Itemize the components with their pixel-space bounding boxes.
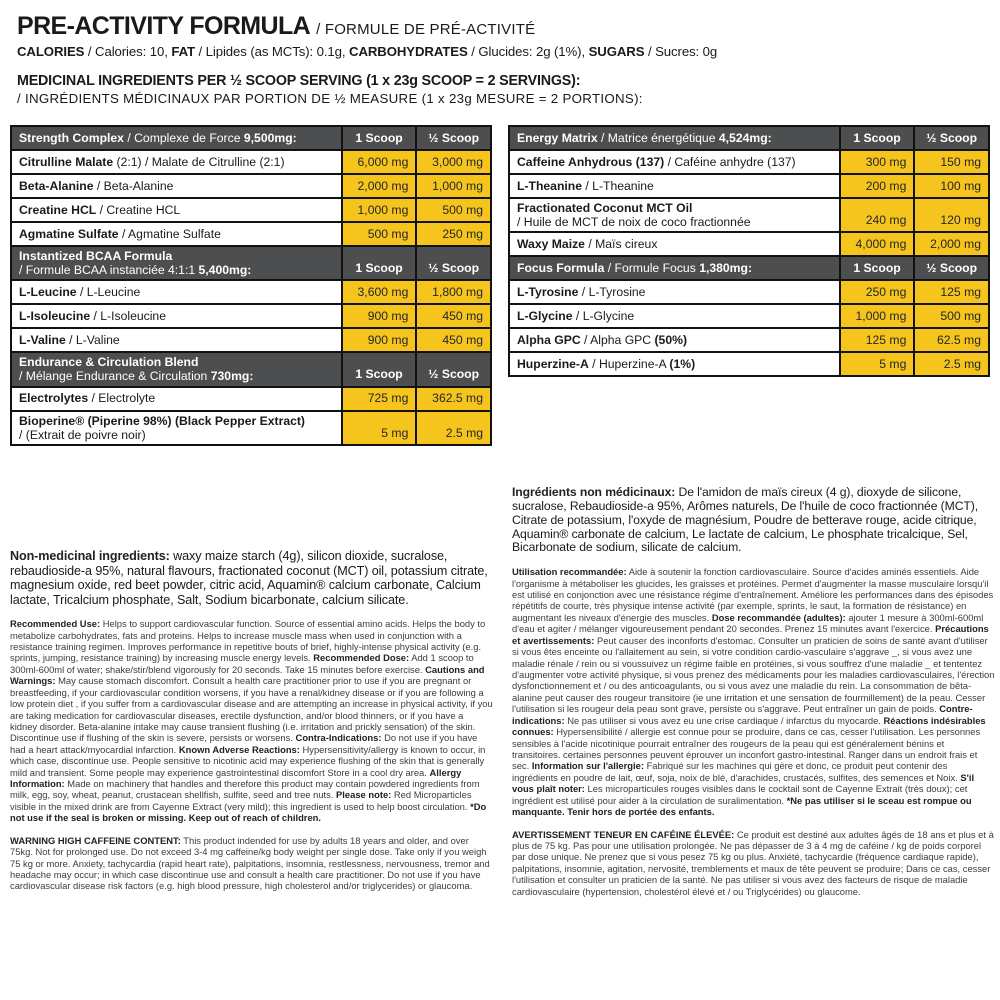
- half-scoop-value-cell: 1,000 mg: [416, 174, 491, 198]
- one-scoop-value-cell: 1,000 mg: [342, 198, 417, 222]
- ingredient-name-cell: Caffeine Anhydrous (137) / Caféine anhydre (137): [509, 150, 840, 174]
- ingredient-name-cell: Citrulline Malate (2:1) / Malate de Citrulline (2:1): [11, 150, 342, 174]
- ingredient-name-cell: Agmatine Sulfate / Agmatine Sulfate: [11, 222, 342, 246]
- ingredient-row: [509, 328, 989, 352]
- nonmedicinal-ingredients-fr: Ingrédients non médicinaux: De l'amidon de maïs cireux (4 g), dioxyde de silicone, sucralose, Rebaudioside-a 95%, Arômes naturels, De l'huile de coco fractionnée (MCT), Citrate de potassium, l'oxyde de magnésium, Poudre de betterave rouge, acide citrique, Aquamin® carbonate de calcium, Le lactate de calcium, Le phosphate tricalcique, Sel, Bicarbonate de sodium, silicate de calcium.: [512, 485, 978, 555]
- ingredient-name-cell: L-Glycine / L-Glycine: [509, 304, 840, 328]
- medicinal-ingredients-heading-fr: / INGRÉDIENTS MÉDICINAUX PAR PORTION DE ½ MEASURE (1 x 23g MESURE = 2 PORTIONS):: [17, 91, 643, 106]
- french-text-column: [512, 486, 995, 908]
- section-header-row: [11, 126, 491, 150]
- section-title-cell: Strength Complex / Complexe de Force 9,500mg:: [11, 126, 342, 150]
- section-title-cell: Instantized BCAA Formula / Formule BCAA instanciée 4:1:1 5,400mg:: [11, 246, 342, 280]
- half-scoop-column-header: ½ Scoop: [416, 126, 491, 150]
- section-header-row: [509, 126, 989, 150]
- ingredient-row: [509, 304, 989, 328]
- half-scoop-column-header: ½ Scoop: [914, 126, 989, 150]
- one-scoop-column-header: 1 Scoop: [342, 352, 417, 386]
- one-scoop-column-header: 1 Scoop: [840, 256, 915, 280]
- half-scoop-value-cell: 62.5 mg: [914, 328, 989, 352]
- ingredient-row: [509, 352, 989, 376]
- ingredient-row: [11, 174, 491, 198]
- strength-table: [10, 125, 492, 446]
- one-scoop-value-cell: 2,000 mg: [342, 174, 417, 198]
- medicinal-ingredients-heading-en: MEDICINAL INGREDIENTS PER ½ SCOOP SERVING (1 x 23g SCOOP = 2 SERVINGS):: [17, 73, 581, 89]
- one-scoop-value-cell: 1,000 mg: [840, 304, 915, 328]
- half-scoop-value-cell: 2.5 mg: [914, 352, 989, 376]
- section-header-row: [11, 352, 491, 386]
- ingredient-row: [11, 222, 491, 246]
- half-scoop-value-cell: 250 mg: [416, 222, 491, 246]
- ingredient-name-cell: L-Valine / L-Valine: [11, 328, 342, 352]
- ingredient-name-cell: Electrolytes / Electrolyte: [11, 387, 342, 411]
- half-scoop-value-cell: 2,000 mg: [914, 232, 989, 256]
- section-title-cell: Energy Matrix / Matrice énergétique 4,524mg:: [509, 126, 840, 150]
- ingredients-table: [10, 125, 492, 446]
- ingredients-table: [508, 125, 990, 377]
- one-scoop-value-cell: 200 mg: [840, 174, 915, 198]
- ingredient-name-cell: Beta-Alanine / Beta-Alanine: [11, 174, 342, 198]
- one-scoop-value-cell: 6,000 mg: [342, 150, 417, 174]
- nonmedicinal-ingredients-en: Non-medicinal ingredients: waxy maize starch (4g), silicon dioxide, sucralose, rebaudioside-a 95%, natural flavours, fractionated coconut (MCT) oil, potassium citrate, magnesium oxide, red beet powder, citric acid, Aquamin® calcium carbonate, Calcium lactate, Tricalcium phosphate, Salt, Sodium bicarbonate, calcium silicate.: [10, 549, 488, 607]
- half-scoop-value-cell: 125 mg: [914, 280, 989, 304]
- half-scoop-column-header: ½ Scoop: [416, 352, 491, 386]
- ingredient-row: [11, 150, 491, 174]
- half-scoop-value-cell: 1,800 mg: [416, 280, 491, 304]
- ingredient-name-cell: Bioperine® (Piperine 98%) (Black Pepper Extract) / (Extrait de poivre noir): [11, 411, 342, 445]
- half-scoop-value-cell: 500 mg: [416, 198, 491, 222]
- half-scoop-value-cell: 500 mg: [914, 304, 989, 328]
- one-scoop-column-header: 1 Scoop: [342, 246, 417, 280]
- one-scoop-value-cell: 725 mg: [342, 387, 417, 411]
- ingredient-row: [509, 232, 989, 256]
- one-scoop-value-cell: 900 mg: [342, 328, 417, 352]
- one-scoop-value-cell: 240 mg: [840, 198, 915, 232]
- one-scoop-column-header: 1 Scoop: [342, 126, 417, 150]
- ingredient-row: [11, 304, 491, 328]
- ingredient-name-cell: Alpha GPC / Alpha GPC (50%): [509, 328, 840, 352]
- ingredient-row: [509, 280, 989, 304]
- caffeine-warning-en: WARNING HIGH CAFFEINE CONTENT: This product indended for use by adults 18 years and older, and over 75kg. Not for prolonged use. Do not exceed 3-4 mg caffeine/kg body weight per single dose. Take only if you weigh 75 kg or more. Anxiety, tachycardia (rapid heart rate), palpitations, insomnia, restlessness, nervousness, tremor and headache may occur; in which case discontinue use and consult a health care practitioner. Do not use if you have cardiovascular disease risk factors (e.g. high blood pressure, high cholesterol and/or triglycerides) or glaucoma.: [10, 834, 490, 892]
- one-scoop-value-cell: 125 mg: [840, 328, 915, 352]
- one-scoop-value-cell: 250 mg: [840, 280, 915, 304]
- section-header-row: [11, 246, 491, 280]
- ingredient-row: [11, 198, 491, 222]
- ingredient-row: [11, 280, 491, 304]
- ingredient-name-cell: L-Theanine / L-Theanine: [509, 174, 840, 198]
- recommended-use-fr: Utilisation recommandée: Aide à soutenir la fonction cardiovasculaire. Source d'acides aminés essentiels. Aide l'organisme à métaboliser les glucides, les graisses et protéines. Permet d'augmenter la masse musculaire lorsqu'il est utilisé en conjonction avec une résistance régime d'entraînement. Améliore les performances dans des épisodes répétitifs de courte, très physique intense activité (par exemple, sprints, le saut, la formation de résistance) en augmentant les niveaux d'énergie des muscles. Dose recommandée (adultes): ajouter 1 mesure à 300ml-600ml d'eau et agiter / mélanger vigoureusement pendant 20 secondes. Prenez 15 minutes avant l'exercice. Précautions et avertissements: Peut causer des inconforts d'estomac. Consulter un praticien de soins de santé avant d'utiliser si vous êtes enceinte ou l'allaitement au sein, si votre condition cardio-vasculaire s'aggrave _, si vous avez une maladie rénale / rein ou si voussuivez un régime faible en protéines, si vous souffrez d'une maladie _ et tententez d'augmenter votre activité physique, si vous prenez des médicaments pour les maladies cardiovasculaires, l'érection dysfonctionnement et / ou des anticoagulants, ou si vous avez une maladie du rein. La consommation de bêta-alanine peut causer des rougeur transitoire (ie une irritation et une sensation de fourmillement) de la peau. Cesser l'utilisation si les rougeur dela peau sont grave, persiste ou s'aggrave. Peut entraîner un gain de poids. Contre-indications: Ne pas utiliser si vous avez eu une crise cardiaque / infarctus du myocarde. Réactions indésirables connues: Hypersensibilité / allergie est connue pour se produire, dans ce cas, cesser l'utilisation. Les personnes sensibles à l'acide nicotinique pourrait entraîner des rougeurs de la peau qui est généralement bénins et transitoires. certaines personnes peuvent éprouver un inconfort gastro-intestinal. Ranger dans un endroit frais et sec. Information sur l'allergie: Fabriqué sur les machines qui gère et donc, ce produit peut contenir des ingrédients en poudre de lait, œuf, soja, noix de blé, d'arachides, crustacés, sulfites, des semences et Noix. S'il vous plaît noter: Les microparticules rouges visibles dans le cocktail sont de Cayenne Extrait (très doux); cet ingrédient est utilisé pour aider à la circulation de suralimentation. *Ne pas utiliser si le sceau est rompue ou manquante. Tenir hors de portée des enfants.: [512, 566, 995, 818]
- section-title-cell: Endurance & Circulation Blend / Mélange Endurance & Circulation 730mg:: [11, 352, 342, 386]
- section-header-row: [509, 256, 989, 280]
- ingredient-name-cell: L-Leucine / L-Leucine: [11, 280, 342, 304]
- one-scoop-value-cell: 500 mg: [342, 222, 417, 246]
- nutrition-summary-line: CALORIES / Calories: 10, FAT / Lipides (as MCTs): 0.1g, CARBOHYDRATES / Glucides: 2g (1%), SUGARS / Sucres: 0g: [17, 44, 718, 59]
- one-scoop-value-cell: 4,000 mg: [840, 232, 915, 256]
- one-scoop-column-header: 1 Scoop: [840, 126, 915, 150]
- ingredient-name-cell: Fractionated Coconut MCT Oil / Huile de MCT de noix de coco fractionnée: [509, 198, 840, 232]
- half-scoop-value-cell: 100 mg: [914, 174, 989, 198]
- ingredient-name-cell: Creatine HCL / Creatine HCL: [11, 198, 342, 222]
- ingredient-row: [509, 174, 989, 198]
- ingredient-name-cell: Huperzine-A / Huperzine-A (1%): [509, 352, 840, 376]
- half-scoop-value-cell: 3,000 mg: [416, 150, 491, 174]
- section-title-cell: Focus Formula / Formule Focus 1,380mg:: [509, 256, 840, 280]
- one-scoop-value-cell: 300 mg: [840, 150, 915, 174]
- ingredient-row: [11, 328, 491, 352]
- half-scoop-column-header: ½ Scoop: [416, 246, 491, 280]
- ingredient-name-cell: L-Isoleucine / L-Isoleucine: [11, 304, 342, 328]
- one-scoop-value-cell: 5 mg: [840, 352, 915, 376]
- half-scoop-value-cell: 450 mg: [416, 328, 491, 352]
- product-title-en: PRE-ACTIVITY FORMULA: [17, 12, 311, 40]
- ingredient-row: [509, 198, 989, 232]
- english-text-column: [10, 549, 493, 903]
- page-title: [17, 12, 535, 41]
- caffeine-warning-fr: AVERTISSEMENT TENEUR EN CAFÉINE ÉLEVÉE: Ce produit est destiné aux adultes âgés de 18 ans et plus et à plus de 75 kg. Pas pour une utilisation prolongée. Ne pas dépasser de 3 à 4 mg de caféine / kg de poids corporel par dose unique. Ne prenez que si vous pesez 75 kg ou plus. Anxiété, tachycardie (fréquence cardiaque rapide), palpitations, insomnie, agitation, nervosité, tremblements et maux de tête peuvent se produire; Dans ce cas, cesser l'utilisation et consulter un praticien de la santé. Ne pas utiliser si vous avez des facteurs de risque de maladie cardiovasculaire (hypertension, cholestérol élevé et / ou Triglycérides) ou glaucome.: [512, 828, 994, 897]
- half-scoop-value-cell: 2.5 mg: [416, 411, 491, 445]
- recommended-use-en: Recommended Use: Helps to support cardiovascular function. Source of essential amino acids. Helps the body to metabolize carbohydrates, fats and proteins. Helps to increase muscle mass when used in conjunction with a resistance training regimen. Improves performance in repetitive bouts of brief, highly-intense physical activity (e.g. sprints, jumping, resistance training) by increasing muscle energy levels. Recommended Dose: Add 1 scoop to 300ml-600ml of water; shake/stir/blend vigorously for 20 seconds. Take 15 minutes before exercise. Cautions and Warnings: May cause stomach discomfort. Consult a health care practitioner prior to use if you are pregnant or breastfeeding, if your cardiovascular condition worsens, if you have a renal/kidney disease or if you are following a low protein diet , if you suffer from a cardiovascular disease and are attempting an increase in physical activity, if you are taking medication for cardiovascular diseases, erectile dysfunction, and/or blood thinners, or if you have a kidney disorder. Beta-alanine intake may cause transient flushing (i.e. irritation and prickly sensation) of the skin. Discontinue use if flushing of the skin is severe, persists or worsens. Contra-Indications: Do not use if you have had a heart attack/myocardial infarction. Known Adverse Reactions: Hypersensitivity/allergy is known to occur, in which case, discontinue use. People sensitive to nicotinic acid may experience flushing of the skin that is generally mild and transient. Some people may experience gastrointestinal discomfort Store in a cool dry area. Allergy Information: Made on machinery that handles and therefore this product may contain powdered ingredients from milk, egg, soy, wheat, peanut, crustacean shellfish, sulfite, seed and tree nuts. Please note: Red Microparticles visible in the mixed drink are from Cayenne Extract (very mild); this ingredient is used to help boost circulation. *Do not use if the seal is broken or missing. Keep out of reach of children.: [10, 618, 493, 824]
- ingredient-name-cell: L-Tyrosine / L-Tyrosine: [509, 280, 840, 304]
- half-scoop-value-cell: 450 mg: [416, 304, 491, 328]
- half-scoop-value-cell: 362.5 mg: [416, 387, 491, 411]
- energy-table: [508, 125, 990, 377]
- ingredient-row: [509, 150, 989, 174]
- ingredient-name-cell: Waxy Maize / Maïs cireux: [509, 232, 840, 256]
- one-scoop-value-cell: 900 mg: [342, 304, 417, 328]
- one-scoop-value-cell: 3,600 mg: [342, 280, 417, 304]
- product-title-fr: / FORMULE DE PRÉ-ACTIVITÉ: [316, 21, 536, 38]
- ingredient-row: [11, 387, 491, 411]
- half-scoop-value-cell: 150 mg: [914, 150, 989, 174]
- one-scoop-value-cell: 5 mg: [342, 411, 417, 445]
- half-scoop-value-cell: 120 mg: [914, 198, 989, 232]
- half-scoop-column-header: ½ Scoop: [914, 256, 989, 280]
- ingredient-row: [11, 411, 491, 445]
